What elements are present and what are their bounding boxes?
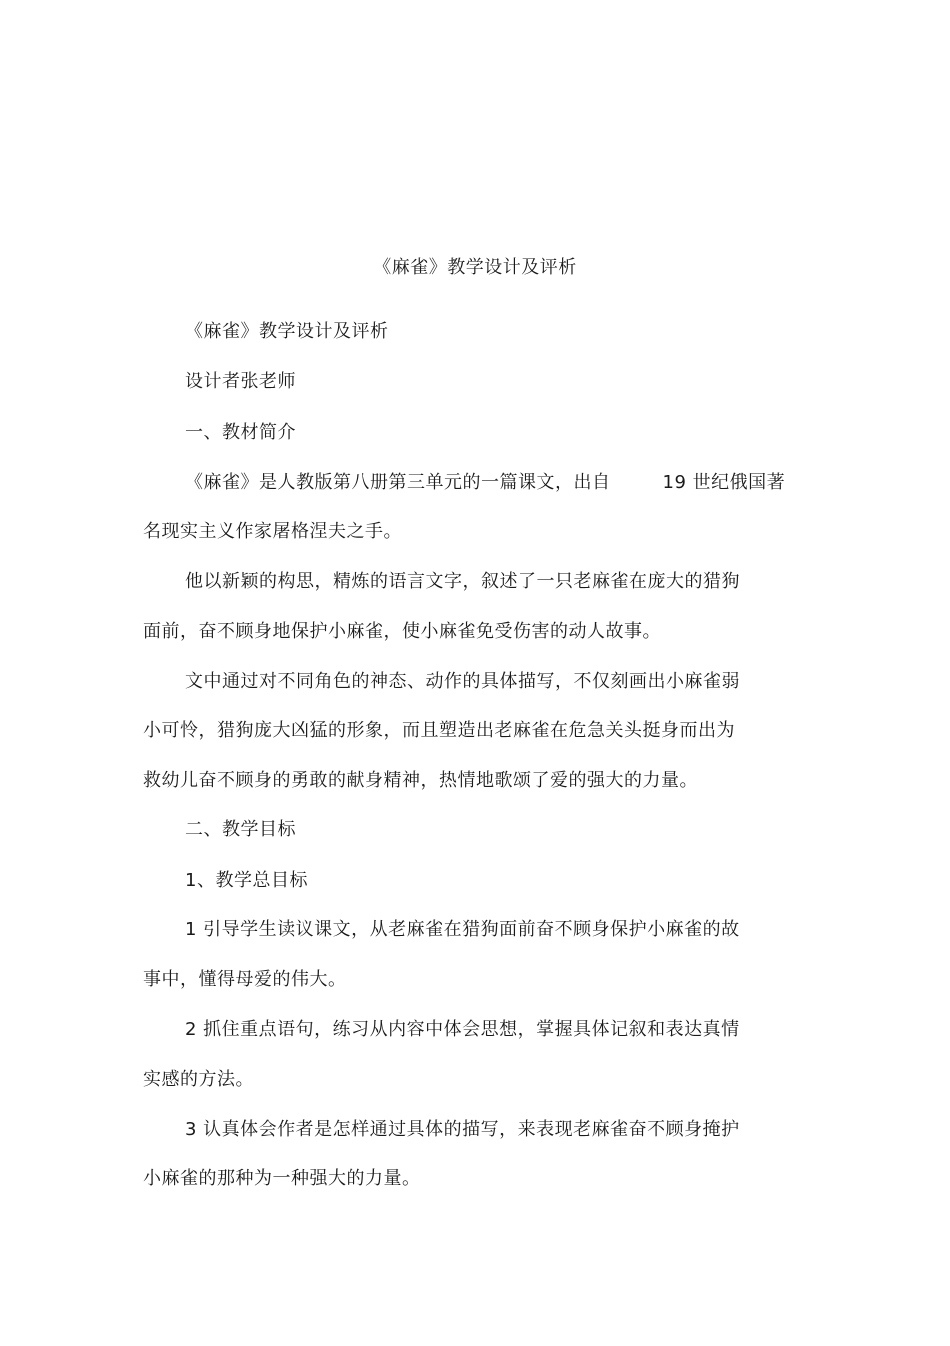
section2-subheading: 1、教学总目标 — [185, 870, 308, 891]
goal1-line1: 1 引导学生读议课文，从老麻雀在猎狗面前奋不顾身保护小麻雀的故 — [185, 919, 740, 940]
section2-heading: 二、教学目标 — [185, 819, 296, 840]
document-subtitle: 《麻雀》教学设计及评析 — [185, 321, 389, 342]
goal2-line1: 2 抓住重点语句，练习从内容中体会思想，掌握具体记叙和表达真情 — [185, 1019, 740, 1040]
goal1-line2: 事中，懂得母爱的伟大。 — [143, 969, 347, 990]
paragraph3-line1: 文中通过对不同角色的神态、动作的具体描写，不仅刻画出小麻雀弱 — [185, 671, 740, 692]
paragraph1-line1-text: 《麻雀》是人教版第八册第三单元的一篇课文，出自 — [185, 472, 611, 493]
paragraph1-line1-tail: 19 世纪俄国著 — [662, 472, 786, 493]
section1-heading: 一、教材简介 — [185, 422, 296, 443]
paragraph1-line1 — [185, 471, 785, 495]
paragraph3-line3: 救幼儿奋不顾身的勇敢的献身精神，热情地歌颂了爱的强大的力量。 — [143, 770, 698, 791]
goal2-line2: 实感的方法。 — [143, 1069, 254, 1090]
paragraph2-line1: 他以新颖的构思，精炼的语言文字，叙述了一只老麻雀在庞大的猎狗 — [185, 571, 740, 592]
goal3-line2: 小麻雀的那种为一种强大的力量。 — [143, 1168, 421, 1189]
paragraph3-line2: 小可怜，猎狗庞大凶猛的形象，而且塑造出老麻雀在危急关头挺身而出为 — [143, 720, 735, 741]
paragraph1-line2: 名现实主义作家屠格涅夫之手。 — [143, 521, 402, 542]
page-title: 《麻雀》教学设计及评析 — [373, 257, 577, 278]
goal3-line1: 3 认真体会作者是怎样通过具体的描写，来表现老麻雀奋不顾身掩护 — [185, 1119, 740, 1140]
paragraph2-line2: 面前，奋不顾身地保护小麻雀，使小麻雀免受伤害的动人故事。 — [143, 621, 661, 642]
designer-line: 设计者张老师 — [185, 371, 296, 392]
